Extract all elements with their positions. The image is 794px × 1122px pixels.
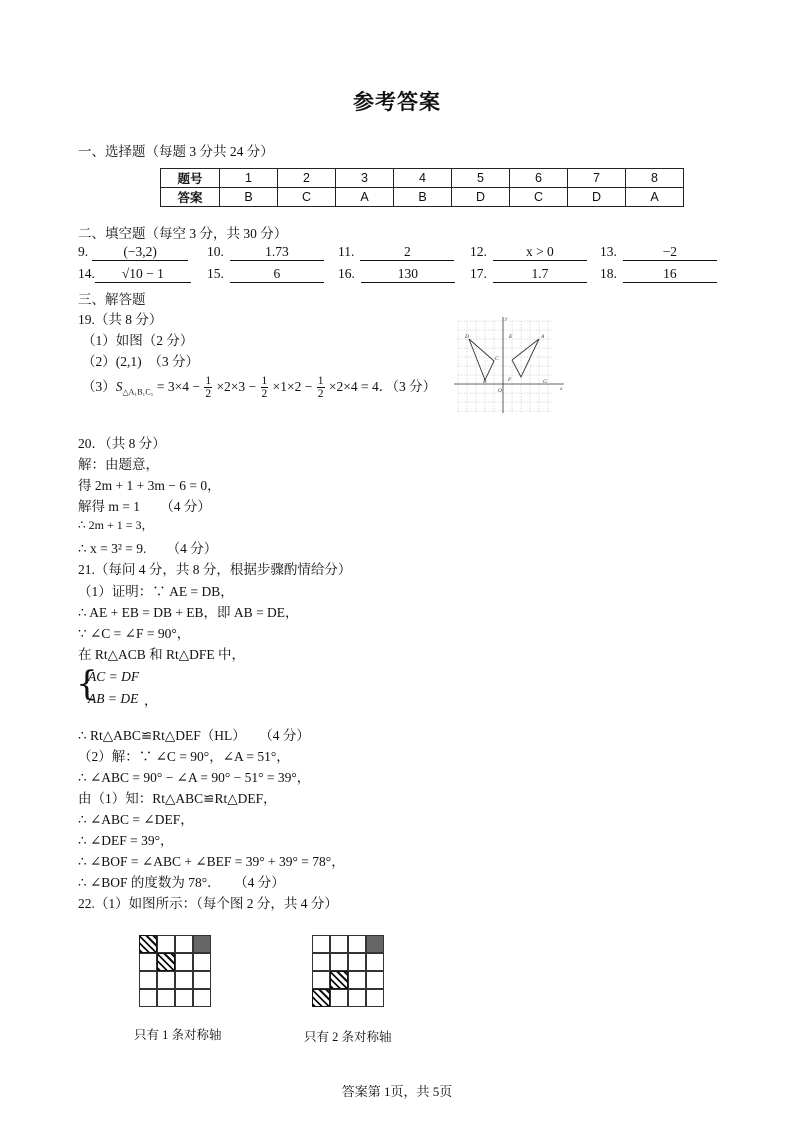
frac-num: 1 xyxy=(205,375,212,388)
q19-part1: （1）如图（2 分） xyxy=(82,333,194,348)
area-subscript: △A₁B₁C₁ xyxy=(122,387,154,397)
fig-label-b: B xyxy=(483,379,487,385)
q21-line10: ∴ ∠DEF = 39°， xyxy=(78,833,174,848)
table-row-numbers xyxy=(161,169,684,188)
q21-line12: ∴ ∠BOF 的度数为 78°． （4 分） xyxy=(78,875,285,890)
grid-cell xyxy=(312,971,330,989)
q21-heading: 21.（每问 4 分，共 8 分，根据步骤酌情给分） xyxy=(78,562,352,577)
grid-cell xyxy=(366,989,384,1007)
eq-part: = 3×4 − xyxy=(156,379,200,394)
q21-line7: ∴ ∠ABC = 90° − ∠A = 90° − 51° = 39°， xyxy=(78,770,311,785)
frac-den: 2 xyxy=(317,388,324,401)
q21-line1: （1）证明：∵ AE = DB， xyxy=(78,584,234,599)
table-cell: D xyxy=(452,188,510,207)
left-brace-icon: { xyxy=(76,664,98,704)
q22-heading: 22.（1）如图所示：（每个图 2 分，共 4 分） xyxy=(78,896,338,911)
answer-table xyxy=(160,168,684,207)
fill-item-13 xyxy=(600,244,717,261)
section2-heading: 二、填空题（每空 3 分，共 30 分） xyxy=(78,226,288,241)
q19-heading: 19.（共 8 分） xyxy=(78,312,163,327)
table-cell: C xyxy=(510,188,568,207)
fill-item-18 xyxy=(600,266,717,283)
fig-label-d: D xyxy=(465,334,469,340)
fill-answer: 1.7 xyxy=(493,266,587,283)
item-number: 17. xyxy=(470,266,487,281)
table-header-cell: 题号 xyxy=(161,169,220,188)
fig-label-c: C xyxy=(495,356,499,362)
q20-line4: ∴ 2m + 1 = 3， xyxy=(78,518,154,532)
q20-line5: ∴ x = 3² = 9. （4 分） xyxy=(78,541,218,556)
fill-answer: 130 xyxy=(361,266,455,283)
item-number: 10. xyxy=(207,244,224,259)
grid-caption-2: 只有 2 条对称轴 xyxy=(304,1030,392,1044)
item-number: 13. xyxy=(600,244,617,259)
item-number: 15. xyxy=(207,266,224,281)
frac-num: 1 xyxy=(261,375,268,388)
grid-cell xyxy=(193,989,211,1007)
grid-cell xyxy=(139,935,157,953)
triangle-a1b1c1 xyxy=(512,339,539,377)
grid-cell xyxy=(348,935,366,953)
grid-cell xyxy=(139,953,157,971)
fill-item-12 xyxy=(470,244,587,261)
area-symbol: S xyxy=(115,379,123,394)
grid-cell xyxy=(366,971,384,989)
fill-answer: 16 xyxy=(623,266,717,283)
fill-answer: 2 xyxy=(360,244,454,261)
table-header-cell: 答案 xyxy=(161,188,220,207)
q20-heading: 20．（共 8 分） xyxy=(78,436,166,451)
fill-answer: x > 0 xyxy=(493,244,587,261)
grid-cell xyxy=(193,935,211,953)
q21-line4: 在 Rt△ACB 和 Rt△DFE 中， xyxy=(78,647,246,662)
grid-cell xyxy=(175,953,193,971)
table-cell: B xyxy=(394,188,452,207)
fraction-half xyxy=(317,375,325,400)
q21-line2: ∴ AE + EB = DB + EB，即 AB = DE， xyxy=(78,605,299,620)
frac-den: 2 xyxy=(261,388,268,401)
section3-heading: 三、解答题 xyxy=(78,292,146,307)
fraction-half xyxy=(204,375,212,400)
table-cell: 2 xyxy=(278,169,336,188)
item-number: 11. xyxy=(338,244,355,259)
q19-part3-label: （3） xyxy=(82,379,116,394)
q19-coordinate-figure xyxy=(452,315,570,415)
frac-den: 2 xyxy=(205,388,212,401)
table-cell: 8 xyxy=(626,169,684,188)
table-row-answers xyxy=(161,188,684,207)
eq-part: ×2×3 − xyxy=(216,379,257,394)
grid-cell xyxy=(157,935,175,953)
q20-line2: 得 2m + 1 + 3m − 6 = 0， xyxy=(78,478,221,493)
grid-cell xyxy=(312,989,330,1007)
triangle-abc xyxy=(469,339,494,380)
grid-cell xyxy=(330,971,348,989)
grid-cell xyxy=(175,971,193,989)
fill-item-9 xyxy=(78,244,188,261)
item-number: 12. xyxy=(470,244,487,259)
grid-cell xyxy=(348,953,366,971)
q20-line1: 解：由题意， xyxy=(78,457,159,472)
table-cell: 5 xyxy=(452,169,510,188)
grid-cell xyxy=(175,935,193,953)
grid-cell xyxy=(139,971,157,989)
brace-eq1: AC = DF xyxy=(88,669,140,684)
item-number: 9. xyxy=(78,244,89,259)
q21-line11: ∴ ∠BOF = ∠ABC + ∠BEF = 39° + 39° = 78°， xyxy=(78,854,345,869)
table-cell: C xyxy=(278,188,336,207)
grid-caption-1: 只有 1 条对称轴 xyxy=(134,1028,222,1042)
grid-cell xyxy=(157,989,175,1007)
fill-item-17 xyxy=(470,266,587,283)
grid-cell xyxy=(193,971,211,989)
grid-cell xyxy=(348,989,366,1007)
fig-label-f: F xyxy=(508,377,512,383)
section1-heading: 一、选择题（每题 3 分共 24 分） xyxy=(78,144,274,159)
item-number: 18. xyxy=(600,266,617,281)
item-number: 16. xyxy=(338,266,355,281)
fill-item-10 xyxy=(207,244,324,261)
grid-cell xyxy=(330,953,348,971)
table-cell: 3 xyxy=(336,169,394,188)
q21-line8: 由（1）知：Rt△ABC≌Rt△DEF， xyxy=(78,791,277,806)
table-cell: 4 xyxy=(394,169,452,188)
grid-cell xyxy=(157,971,175,989)
table-cell: 1 xyxy=(220,169,278,188)
q21-line9: ∴ ∠ABC = ∠DEF， xyxy=(78,812,194,827)
fill-answer: 6 xyxy=(230,266,324,283)
grid-cell xyxy=(193,953,211,971)
fraction-half xyxy=(261,375,269,400)
grid-cell xyxy=(330,989,348,1007)
grid-cell xyxy=(366,953,384,971)
table-cell: 6 xyxy=(510,169,568,188)
q21-line6: （2）解：∵ ∠C = 90°，∠A = 51°， xyxy=(78,749,290,764)
fill-answer: (−3,2) xyxy=(92,244,188,261)
fig-label-a: A xyxy=(541,334,545,340)
fill-answer: √10 − 1 xyxy=(95,266,191,283)
fig-label-o: O xyxy=(498,388,502,394)
q20-line3: 解得 m = 1 （4 分） xyxy=(78,499,211,514)
eq-part: ×2×4 = 4．（3 分） xyxy=(328,379,437,394)
grid-cell xyxy=(312,935,330,953)
fill-item-15 xyxy=(207,266,324,283)
table-cell: B xyxy=(220,188,278,207)
fig-label-y: y xyxy=(505,316,508,322)
fill-answer: 1.73 xyxy=(230,244,324,261)
fill-item-14 xyxy=(78,266,191,283)
frac-num: 1 xyxy=(317,375,324,388)
grid-cell xyxy=(157,953,175,971)
grid-cell xyxy=(139,989,157,1007)
eq-part: ×1×2 − xyxy=(272,379,313,394)
fill-answer: −2 xyxy=(623,244,717,261)
fig-label-g: G xyxy=(543,379,547,385)
fill-item-11 xyxy=(338,244,454,261)
grid-cell xyxy=(330,935,348,953)
table-cell: D xyxy=(568,188,626,207)
grid-cell xyxy=(366,935,384,953)
page-footer: 答案第 1页，共 5页 xyxy=(341,1084,453,1099)
table-cell: A xyxy=(336,188,394,207)
page-title: 参考答案 xyxy=(353,90,441,114)
brace-comma: ， xyxy=(144,693,158,708)
brace-eq2: AB = DE xyxy=(88,691,139,706)
table-cell: A xyxy=(626,188,684,207)
item-number: 14. xyxy=(78,266,95,281)
grid-cell xyxy=(312,953,330,971)
fill-item-16 xyxy=(338,266,455,283)
q19-part3 xyxy=(82,372,436,408)
q21-line3: ∵ ∠C = ∠F = 90°， xyxy=(78,626,191,641)
q19-part2: （2）(2,1) （3 分） xyxy=(82,354,199,369)
fig-label-e: E xyxy=(509,334,513,340)
grid-cell xyxy=(175,989,193,1007)
fig-label-x: x xyxy=(560,386,563,392)
table-cell: 7 xyxy=(568,169,626,188)
grid-cell xyxy=(348,971,366,989)
q21-line5: ∴ Rt△ABC≌Rt△DEF（HL） （4 分） xyxy=(78,728,310,743)
